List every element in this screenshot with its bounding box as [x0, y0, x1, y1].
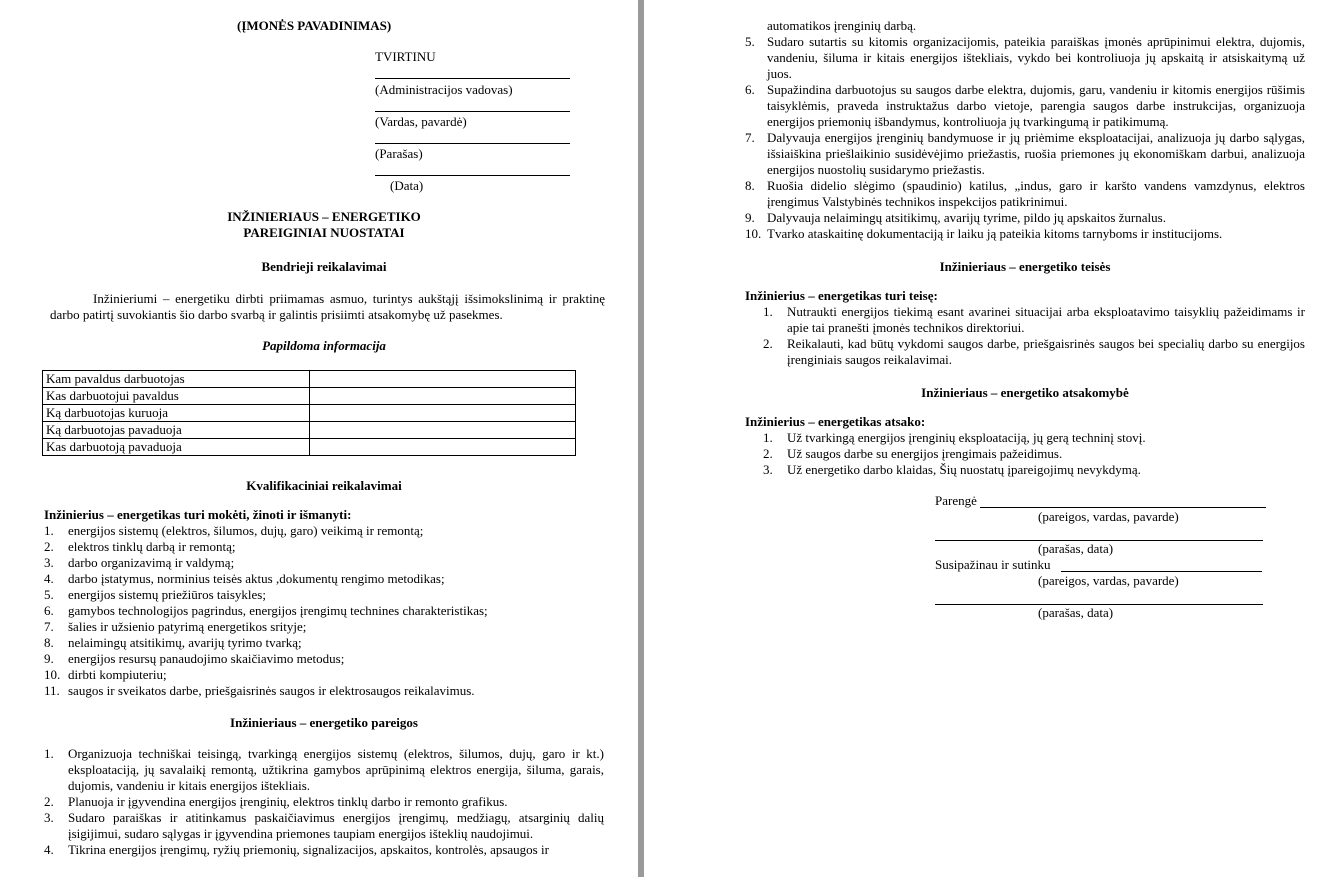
agreed-position-label: (pareigos, vardas, pavarde) [1038, 573, 1179, 588]
table-cell-empty[interactable] [310, 439, 576, 456]
duties-heading: Inžinieriaus – energetiko pareigos [230, 715, 418, 730]
date-label: (Data) [390, 178, 424, 193]
list-item: 9. energijos resursų panaudojimo skaičiavimo metodus; [44, 651, 345, 666]
agreed-line [1061, 571, 1262, 572]
rights-intro: Inžinierius – energetikas turi teisę: [745, 288, 938, 303]
prepared-position-label: (pareigos, vardas, pavarde) [1038, 509, 1179, 524]
list-item: 1. Už tvarkingą energijos įrenginių eksploataciją, jų gerą techninį stovį. [763, 430, 1146, 445]
list-item: 1. Organizuoja techniškai teisingą, tvarkingą energijos sistemų (elektros, šilumos, dujų, garo ir kt.) eksploataciją, jų savalaikį remontą, užtikrina gamybos aprūpinimą elektros energija, šiluma, garais, dujomis, vandeniu ir kitais energijos ištekliais. [44, 746, 604, 793]
list-item: 7. Dalyvauja energijos įrenginių bandymuose ir jų priėmime eksploatacijai, analizuoja jų darbo sąlygas, išsiaiškina priešlaikinio susidėvėjimo priežastis, ruošia priemones jų ekonomiškam darbui, analizuoja energijos nuostolių susidarymo priežastis. [745, 130, 1305, 177]
list-item: 10. Tvarko ataskaitinę dokumentaciją ir laiku ją pateikia kitoms tarnyboms ir institucijoms. [745, 226, 1223, 241]
list-item: 3. Sudaro paraiškas ir atitinkamus paskaičiavimus energijos įrengimų, medžiagų, atsarginių dalių įsigijimui, sudaro sąlygas ir įgyvendina priemones taupiam energijos išteklių naudojimui. [44, 810, 604, 841]
admin-label: (Administracijos vadovas) [375, 82, 513, 97]
list-item: 4. darbo įstatymus, norminius teisės aktus ,dokumentų rengimo metodikas; [44, 571, 445, 586]
page-divider [638, 0, 644, 877]
qual-list [44, 523, 604, 699]
table-row [43, 439, 576, 456]
list-item: 2. Už saugos darbe su energijos įrengimais pažeidimus. [763, 446, 1063, 461]
resp-heading: Inžinieriaus – energetiko atsakomybė [921, 385, 1129, 400]
list-item: 11. saugos ir sveikatos darbe, priešgaisrinės saugos ir elektrosaugos reikalavimus. [44, 683, 475, 698]
table-cell-empty[interactable] [310, 388, 576, 405]
list-item: 4. Tikrina energijos įrengimų, ryžių priemonių, signalizacijos, apskaitos, kontrolės, apsaugos ir [44, 842, 549, 857]
doc-title-line1: INŽINIERIAUS – ENERGETIKO [227, 209, 421, 224]
table-cell-empty[interactable] [310, 422, 576, 439]
list-item: 8. Ruošia didelio slėgimo (spaudinio) katilus, „indus, garo ir karšto vandens vamzdynus, elektros įrengimus Valstybinės technikos inspekcijos patikrinimui. [745, 178, 1305, 209]
rights-heading: Inžinieriaus – energetiko teisės [939, 259, 1111, 274]
agreed-signature-label: (parašas, data) [1038, 605, 1114, 620]
sign-signature-line [375, 143, 570, 144]
table-cell: Kas darbuotojui pavaldus [43, 388, 310, 405]
duties-list [44, 746, 604, 858]
general-text: Inžinieriumi – energetiku dirbti priimamas asmuo, turintys aukštąjį išsimokslinimą ir praktinę darbo patirtį suvokiantis šio darbo svarbą ir galintis prisiimti atsakomybę už pasekmes. [50, 291, 605, 322]
resp-list [763, 430, 1305, 478]
company-name: (ĮMONĖS PAVADINIMAS) [237, 18, 392, 33]
table-cell-empty[interactable] [310, 405, 576, 422]
table-cell: Kam pavaldus darbuotojas [43, 371, 310, 388]
date-signature-line [375, 175, 570, 176]
list-item: 2. elektros tinklų darbą ir remontą; [44, 539, 236, 554]
list-item: 7. šalies ir užsienio patyrimą energetikos srityje; [44, 619, 307, 634]
general-heading: Bendrieji reikalavimai [261, 259, 387, 274]
table-row [43, 405, 576, 422]
continued-text: automatikos įrenginių darbą. [767, 18, 917, 33]
table-cell: Kas darbuotoją pavaduoja [43, 439, 310, 456]
table-cell: Ką darbuotojas pavaduoja [43, 422, 310, 439]
list-item: 1. energijos sistemų (elektros, šilumos, dujų, garo) veikimą ir remontą; [44, 523, 424, 538]
sign-label: (Parašas) [375, 146, 423, 161]
list-item: 2. Planuoja ir įgyvendina energijos įrenginių, elektros tinklų darbo ir remonto grafikus. [44, 794, 508, 809]
qual-heading: Kvalifikaciniai reikalavimai [246, 478, 402, 493]
list-item: 6. Supažindina darbuotojus su saugos darbe elektra, dujomis, garu, vandeniu ir kitomis energijos rūšimis taisyklėmis, praveda instruktažus darbo vietoje, parengia saugos darbe instrukcijas, organizuoja energijos priemonių išbandymus, kontroliuoja jų tvarkingumą ir patikimumą. [745, 82, 1305, 129]
extra-heading: Papildoma informacija [262, 338, 386, 353]
doc-title-line2: PAREIGINIAI NUOSTATAI [243, 225, 405, 240]
name-signature-line [375, 111, 570, 112]
list-item: 10. dirbti kompiuteriu; [44, 667, 167, 682]
list-item: 6. gamybos technologijos pagrindus, energijos įrengimų technines charakteristikas; [44, 603, 488, 618]
table-row [43, 422, 576, 439]
table-cell: Ką darbuotojas kuruoja [43, 405, 310, 422]
list-item: 5. Sudaro sutartis su kitomis organizacijomis, pateikia paraiškas įmonės aprūpinimui elektra, dujomis, vandeniu, šiluma ir kitais energijos ištekliais, vykdo bei kontroliuoja jų apskaitą ir atsiskaitymą už juos. [745, 34, 1305, 81]
list-item: 2. Reikalauti, kad būtų vykdomi saugos darbe, priešgaisrinės saugos bei specialių darbo su energijos įrenginiais saugos reikalavimai. [763, 336, 1305, 367]
list-item: 3. darbo organizavimą ir valdymą; [44, 555, 235, 570]
agreed-label: Susipažinau ir sutinku [935, 557, 1051, 572]
extra-info-table [42, 370, 576, 456]
duties-list-continued [745, 34, 1305, 242]
table-cell-empty[interactable] [310, 371, 576, 388]
prepared-line [980, 507, 1266, 508]
list-item: 8. nelaimingų atsitikimų, avarijų tyrimo tvarką; [44, 635, 302, 650]
table-row [43, 371, 576, 388]
rights-list [763, 304, 1305, 368]
admin-signature-line [375, 78, 570, 79]
prepared-signature-label: (parašas, data) [1038, 541, 1114, 556]
approve-label: TVIRTINU [375, 49, 436, 64]
prepared-label: Parengė [935, 493, 977, 508]
list-item: 5. energijos sistemų priežiūros taisykles; [44, 587, 266, 602]
list-item: 1. Nutraukti energijos tiekimą esant avarinei situacijai arba eksploatavimo taisyklių pažeidimams ir apie tai pranešti įmonės technikos direktoriui. [763, 304, 1305, 335]
resp-intro: Inžinierius – energetikas atsako: [745, 414, 926, 429]
list-item: 9. Dalyvauja nelaimingų atsitikimų, avarijų tyrime, pildo jų apskaitos žurnalus. [745, 210, 1166, 225]
table-row [43, 388, 576, 405]
name-label: (Vardas, pavardė) [375, 114, 467, 129]
list-item: 3. Už energetiko darbo klaidas, Šių nuostatų įpareigojimų nevykdymą. [763, 462, 1141, 477]
qual-intro: Inžinierius – energetikas turi mokėti, žinoti ir išmanyti: [44, 507, 352, 522]
